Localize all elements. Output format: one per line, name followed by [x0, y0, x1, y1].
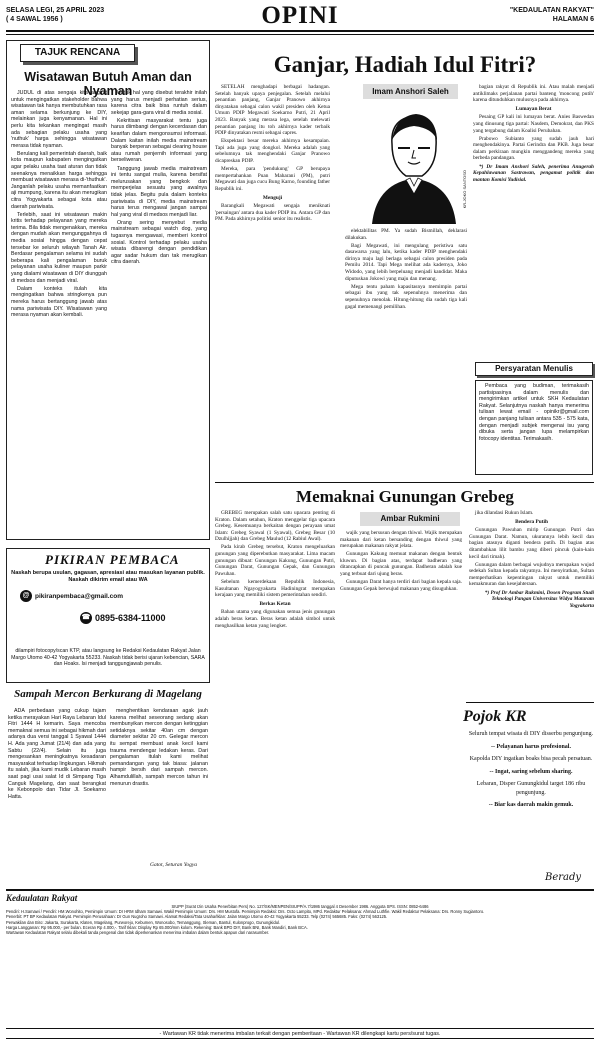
pojok-reply: -- Biar kas daerah makin gemuk.	[488, 802, 574, 808]
letter-sender: Gatot, Seturan Yogya	[150, 862, 198, 868]
masthead-line: Penerbit: PT BP Kedaulatan Rakyat. Pemimpin Perusahaan: Dr Gun Nugroho Samawi. Alamat Redaksi/Tata Usaha/Iklan: Jalan Margo Utomo 40-42 Yogyakarta 55233. Telp (0274) 565685. Faks: (0274) 563125.	[6, 914, 388, 920]
subheading: Berkas Ketan	[259, 600, 291, 607]
writing-requirements-label: Persyaratan Menulis	[475, 362, 593, 376]
masthead-line: Wartawan Kedaulatan Rakyat selalu dibekali tanda pengenal dan tidak diperkenankan menerima imbalan dalam bentuk apapun dari narasumber.	[6, 930, 270, 936]
paragraph: Pembaca yang budiman, terimakasih partisipasinya dalam menulis dan mengirimkan artikel untuk SKH Kedaulatan Rakyat. Selanjutnya naskah hanya menerima tulisan lewat email - opinikr@gmail.com dengan panjang tulisan antara 535 - 575 kata, dengan menjadi subjek mengenai isu yang dibuka serta jangan lupa melampirkan fotocopy identitas. Terimakasih.	[479, 383, 589, 442]
paragraph: JUDUL di atas sengaja kita angkat untuk mengingatkan stakeholder bahwa wisatawan tak hanya membutuhkan rasa aman selama berkunjung ke DIY, melainkan juga kenyamanan. Hal ini perlu kita tekankan mengingat masih ada sebagian pelaku usaha yang 'nuthuk' harga sehingga wisatawan merasa tidak nyaman.	[11, 90, 107, 149]
phone-text: 0895-6384-11000	[95, 613, 166, 623]
letter-column-1	[8, 708, 106, 868]
second-column-2	[340, 530, 462, 888]
paragraph: Gunungan Kakung memuat makanan dengan bentuk kluwun. Di bagian atas, terdapat badheran yang ditancapkan di puncak gunungan. Badheran adalah kue yang terbuat dari ujung beras.	[340, 551, 462, 578]
main-article-author: Imam Anshori Saleh	[363, 84, 458, 99]
paragraph: wajik yang bersusun dengan thiwul. Wajik merupakan makanan dari ketan bersanding dengan thiwul yang merupakan makanan rakyat jelata.	[340, 530, 462, 550]
masthead-logo: Kedaulatan Rakyat	[6, 893, 78, 903]
second-article-author: Ambar Rukmini	[360, 512, 460, 526]
paragraph: Prabowo Subianto yang sudah jauh hari menghendakinya. Partai Gerindra dan PKB. Juga besar dalam perkiraan mungkin menggandeng mereka yang berbeda pandangan.	[473, 135, 594, 162]
readers-subtitle: Naskah berupa usulan, gagasan, apresiasi atau masukan layanan publik. Naskah dikirim email atau WA	[11, 570, 205, 583]
masthead-line: Perwakilan dan Biro: Jakarta, Surakarta, Klaten, Magelang, Purworejo, Kebumen, Wonosobo, Temanggung, Sleman, Bantul, Kulonprogo, Gunungkidul.	[6, 919, 281, 925]
masthead-rule	[6, 889, 594, 891]
paragraph: elektabilitas PM. Ya sudah Bismillah, deklarasi dilakukan.	[345, 228, 467, 241]
paragraph: Gunungan Pawuhan mirip Gunungan Putri dan Gunungan Darat. Namun, ukurannya lebih kecil dan bagian atasnya diganti bendera putih. Di bagian atas ditambahkan lilit bambu yang diberi pincuk (kain-kain kecil dari timah).	[469, 527, 594, 560]
footer-notice: - Wartawan KR tidak menerima imbalan terkait dengan pemberitaan - Wartawan KR dilengkapi kartu pers/surat tugas.	[6, 1028, 594, 1039]
subheading: Menguji	[262, 194, 283, 201]
paragraph: GREBEG merupakan salah satu upacara penting di Kraton. Dalam setahun, Kraton menggelar tiga upacara Grebeg. Kesemuanya berkaitan dengan perayaan umat Islam: Grebeg Syawal (1 Syawal), Grebeg Besar (10 Dzulhijjah) dan Grebeg Maulud (12 Rabiul Awal).	[215, 510, 335, 543]
main-article-title: Ganjar, Hadiah Idul Fitri?	[273, 52, 537, 77]
paragraph: Dalam konteks itulah kita mengingatkan bahwa stringkenya pun mereka harus bertanggung jawab atas nama pariwisata DIY. Wisatawan yang merasa nyaman akan kembali.	[11, 285, 107, 319]
letter-title: Sampah Mercon Berkurang di Magelang	[14, 688, 202, 700]
paragraph: Berulang kali pemerintah daerah, baik kota maupun kabupaten mengingatkan agar pelaku usaha taat aturan dan tidak seenaknya menaikkan harga sehingga membuat wisatawan merasa di-'thuthuk'. Janganlah pelaku usaha memanfaatkan aji mumpung, karena itu akan merugikan citra Yogyakarta sebagai kota atau daerah pariwisata.	[11, 150, 107, 210]
editorial-label: TAJUK RENCANA	[20, 44, 135, 62]
masthead-line: Pendiri: H.Samawi / Pendiri: HM.Wonohito, Pemimpin Umum: Dr HRM Idham Samawi. Wakil Pemimpin Umum: Drs. HM Mustofa. Pemimpin Redaksi: Drs. Octo Lampito, MPd. Redaktur Pelaksana: Ahmad Luthfie. Wakil Redaktur Pelaksana: Drs. Ronny Sugiantoro.	[6, 909, 485, 915]
pojok-item: Lebaran, Disper Gunungkidul target 186 ribu pengunjung.	[476, 781, 586, 796]
editorial-title: Wisatawan Butuh Aman dan Nyaman	[24, 70, 192, 98]
section-title: OPINI	[261, 2, 339, 29]
editorial-column-1	[11, 90, 107, 535]
header-rule	[6, 30, 594, 32]
paragraph: Mega tentu paham kapasitasnya memimpin partai sebagai ibu yang tak sepenuhnya menerima dan sepenuhnya menolak. Hitung-hitung dia sudah tiga kali gagal memenangi pemilihan.	[345, 283, 467, 310]
paragraph: Bahan utama yang digunakan semua jenis gunungan adalah beras ketan. Beras ketan adalah simbol untuk menghasilkan ketan yang lengket.	[215, 609, 335, 629]
paragraph: bagian rakyat di Republik ini. Atau malah menjadi antiklimaks perjalanan partai banteng 'moncong putih' karena ditunduhkan mulusnya pada akhirnya.	[473, 84, 594, 104]
paragraph: SETELAH menghadapi berbagai hadangan. Setelah banyak upaya penjegalan. Setelah melalui penantian panjang, Ganjar Pranowo akhirnya dinyatakan sebagai calon wakil presiden oleh Ketua Umum PDIP Megawati Soekarno Putri, 21 April 2023. Banyak yang merasa lega, setelah melewati penantian panjang itu toh akhirnya kader terbaik PDIP dinyatakan resmi sebagai capres.	[215, 84, 330, 137]
subheading: Bendera Putih	[515, 518, 548, 525]
main-column-2-top	[336, 104, 362, 224]
paragraph: Kekritisan masyarakat tentu juga harus diimbangi dengan kecerdasan dan kearifan dalam mengonsumsi informasi. Dalam kaitan inilah media mainstream banyak berperan sebagai clearing house atau rumah penjernih informasi yang berseliweran.	[111, 117, 207, 164]
masthead-text	[6, 904, 594, 1024]
paragraph: Untuk hal yang disebut terakhir inilah yang harus menjadi perhatian serius, karena citra baik bisa runtuh dalam sekejap gara-gara viral di media sosial.	[111, 90, 207, 116]
pojok-item: Seluruh tempat wisata di DIY disserbu pengunjung.	[468, 731, 594, 737]
masthead-line: SIUPP (Surat Izin Usaha Penerbitan Pers) No. 127/SK/MENPEN/SIUPP/A.7/1986 tanggal 4 Desember 1986. Anggota SPS. ISSN: 0852-6486	[171, 904, 429, 909]
readers-phone[interactable]	[80, 612, 166, 624]
main-column-3	[473, 84, 594, 356]
paragraph: Mereka, para 'pendukung' GP berupaya mempertahankan Puan Maharani (PM), putri Megawati dan juga cucu Bung Karno, founding father Republik ini.	[215, 166, 330, 192]
readers-email[interactable]	[20, 590, 123, 602]
second-article-title: Memaknai Gunungan Grebeg	[296, 487, 514, 506]
pojok-list	[468, 730, 594, 810]
pojok-item: Kapolda DIY ingatkan boaks bisa pecah persatuan.	[469, 756, 593, 762]
date-line: SELASA LEGI, 25 APRIL 2023	[6, 7, 105, 14]
hijri-line: ( 4 SAWAL 1956 )	[6, 16, 63, 23]
paper-name: "KEDAULATAN RAKYAT"	[509, 7, 594, 14]
email-icon: @	[20, 590, 32, 602]
pojok-reply: -- Ingat, saring sebelum sharing.	[489, 768, 573, 775]
writing-requirements-box	[475, 380, 593, 475]
paragraph: menghentikan kendaraan agak jauh karena melihat seseorang sedang akan membunyikan mercon dengan ketinggian setidaknya sekitar 40an cm dengan diameter sekitar 20 cm. Gelegar mercon itu sempat membuat anak kecil kami trauma mendengar ledakan keras. Dari pengalaman itulah kami melihat pemandangan yang tak biasa: jalanan hampir bersih dari sampah mercon. Alhamdulillah, sampah mercon tahun ini menurun drastis.	[110, 708, 208, 787]
author-caricature	[362, 104, 462, 224]
header-date	[6, 6, 104, 24]
header-right	[510, 6, 594, 24]
paragraph: Gunungan dalam berbagai wujudnya merupakan wujud sedekah Sultan kepada rakyatnya. Ini menyiratkan, Sultan memperhatikan kepentingan rakyat untuk memiliki kemakmuran dan kesejahteraan.	[469, 561, 594, 588]
paragraph: Barangkali Megawati sengaja meniknati 'persaingan' antara dua kader PDIP itu. Antara GP dan PM. Pada akhirnya politisi senior itu realistis.	[215, 203, 330, 223]
paragraph: Pesaing GP kali ini lumayan berat. Anies Baswedan yang dinusung tiga partai: Nasdem, Demokrat, dan PKS yang tergabung dalam Koalisi Perubahan.	[473, 114, 594, 134]
paragraph: ADA perbedaan yang cukup tajam ketika merayakan Hari Raya Lebaran Idul Fitri 1444 H kemarin. Saya mencoba memaknai semua ini sebagai hikmah dari adanya dua versi tanggal 1 Syawal 1444 H. Ada yang Jumat (21/4) dan ada yang Sabtu (22/4). Selain itu juga mengesankan meningkatnya kesadaran masyarakat terhadap lingkungan. Hikmah itu salah, jika kami mudik Lebaran masih saat pagi usai salat Id di Simpang Tiga Canguk Magelang, dan saat berangkat ke Kebonpolo dan Tidar Jl. Soekarno Hatta.	[8, 708, 106, 800]
second-column-1	[215, 510, 335, 888]
email-text: pikiranpembaca@gmail.com	[35, 592, 123, 600]
photo-credit: KR-JOKO SANTOSO	[462, 170, 467, 209]
paragraph: Sebelum kemerdekaan Republik Indonesia, Kasultanan Ngayogyakarta Hadiningrat merupakan kerajaan yang memiliki sistem pemerintahan sendiri.	[215, 578, 335, 599]
paragraph: Terlebih, saat ini wisatawan makin kritis terhadap pelayanan yang mereka terima. Bila tidak mengenakkan, mereka dengan mudah akan mengunggahnya di media sosial hingga dengan cepat tersebar ke seluruh wilayah Tanah Air. Berdasar pengalaman selama ini sudah beberapa kali pengalaman buruk pelayanan usaha kuliner maupun parkir yang dialami wisatawan di DIY diunggah di medsos dan menjadi viral.	[11, 211, 107, 284]
paragraph: jika dilandasi Rukun Islam.	[475, 510, 534, 516]
subheading: Lumayan Berat	[515, 105, 552, 112]
paragraph: Gunungan Darat hanya terdiri dari bagian kepala saja. Gunungan Gepak berwujud makanan yang disuguhkan.	[340, 579, 462, 592]
paragraph: Bagi Megawati, ini mengulang peristiwa satu dasawarsa yang lalu, ketika kader PDIP menghendaki dirinya maju lagi berlaga sebagai calon presiden pada Pemilu 2014. Tapi Mega melihat ada kadernya, Joko Widodo, yang lebih berpeluang menjadi kandidat. Maka diputuskan Jokowi yang maju dan menang.	[345, 242, 467, 282]
letter-column-2	[110, 708, 208, 860]
main-column-2	[345, 228, 467, 482]
readers-title: PIKIRAN PEMBACA	[45, 552, 180, 567]
author-bio: *) Prof Dr Ambar Rukmini, Dosen Program Studi Teknologi Pangan Universitas Widya Mataram Yogyakarta	[484, 589, 594, 609]
pojok-title: Pojok KR	[463, 708, 527, 725]
paragraph: Pada kirab Grebeg tersebut, Kraton mengeluarkan gunungan yang diperebutkan masyarakat. Lima macam gunungan dibuat: Gunungan Kakung, Gunungan Putri, Gunungan Darat, Gunungan Gepak, dan Gunungan Pawuhan.	[215, 544, 335, 577]
header-rule-thin	[6, 34, 594, 35]
page-number: HALAMAN 6	[552, 16, 594, 23]
article-divider	[215, 482, 594, 483]
author-bio: *) Dr Imam Anshori Saleh, penerima Anugerah Kepahlawanan Sastrawan, pengamat politik dan mantan Komisi Yudisial.	[473, 163, 594, 183]
paragraph: Tanggung jawab media mainstream ini tentu sangat mulia, karena bersifat melurusakan yang bengkok dan memperjelas sesuatu yang awalnya tidak jelas. Begitu pula dalam konteks pariwisata di DIY, media mainstream harus terus mengawal jangan sampai hal yang viral di medsos menjadi liar.	[111, 165, 207, 218]
whatsapp-icon: ☎	[80, 612, 92, 624]
masthead-line: Harga Langganan: Rp 95.000,- per bulan. Eceran Rp 4.000,-. Tarif Iklan: Display Rp 65.000/mm kolom. Rekening: Bank BPD DIY, Bank BNI, Bank Mandiri, Bank BCA.	[6, 924, 308, 930]
paragraph: Orang sering menyebut media mainstream sebagai watch dog, yang tugasnya mengawasi, memberi kontrol sosial. Kontrol terhadap pelaku usaha wisata dibarengi dengan pendidikan agar sadar hukum dan tak merugikan citra daerah.	[111, 219, 207, 266]
cartoonist-signature: Berady	[545, 872, 582, 883]
second-column-3	[469, 510, 594, 700]
editorial-column-2	[111, 90, 207, 535]
pojok-rule	[466, 702, 594, 703]
paragraph: Ekspektasi besar mereka akhirnya kesampaian. Tapi ada juga yang dongkol. Mereka adalah yang sebelumnya tak menghendaki Ganjar Pranowo dicapreskan PDIP.	[215, 138, 330, 165]
pojok-reply: -- Pelayanan harus profesional.	[491, 743, 571, 750]
readers-address: dilampiri fotocopy/scan KTP, atau langsung ke Redaksi Kedaulatan Rakyat Jalan Margo Utomo 40-42 Yogyakarta 55233. Naskah tidak berisi ujaran kebencian, SARA dan Hoaks. Isi menjadi tanggungjawab penulis.	[11, 648, 205, 667]
main-column-1	[215, 84, 330, 482]
